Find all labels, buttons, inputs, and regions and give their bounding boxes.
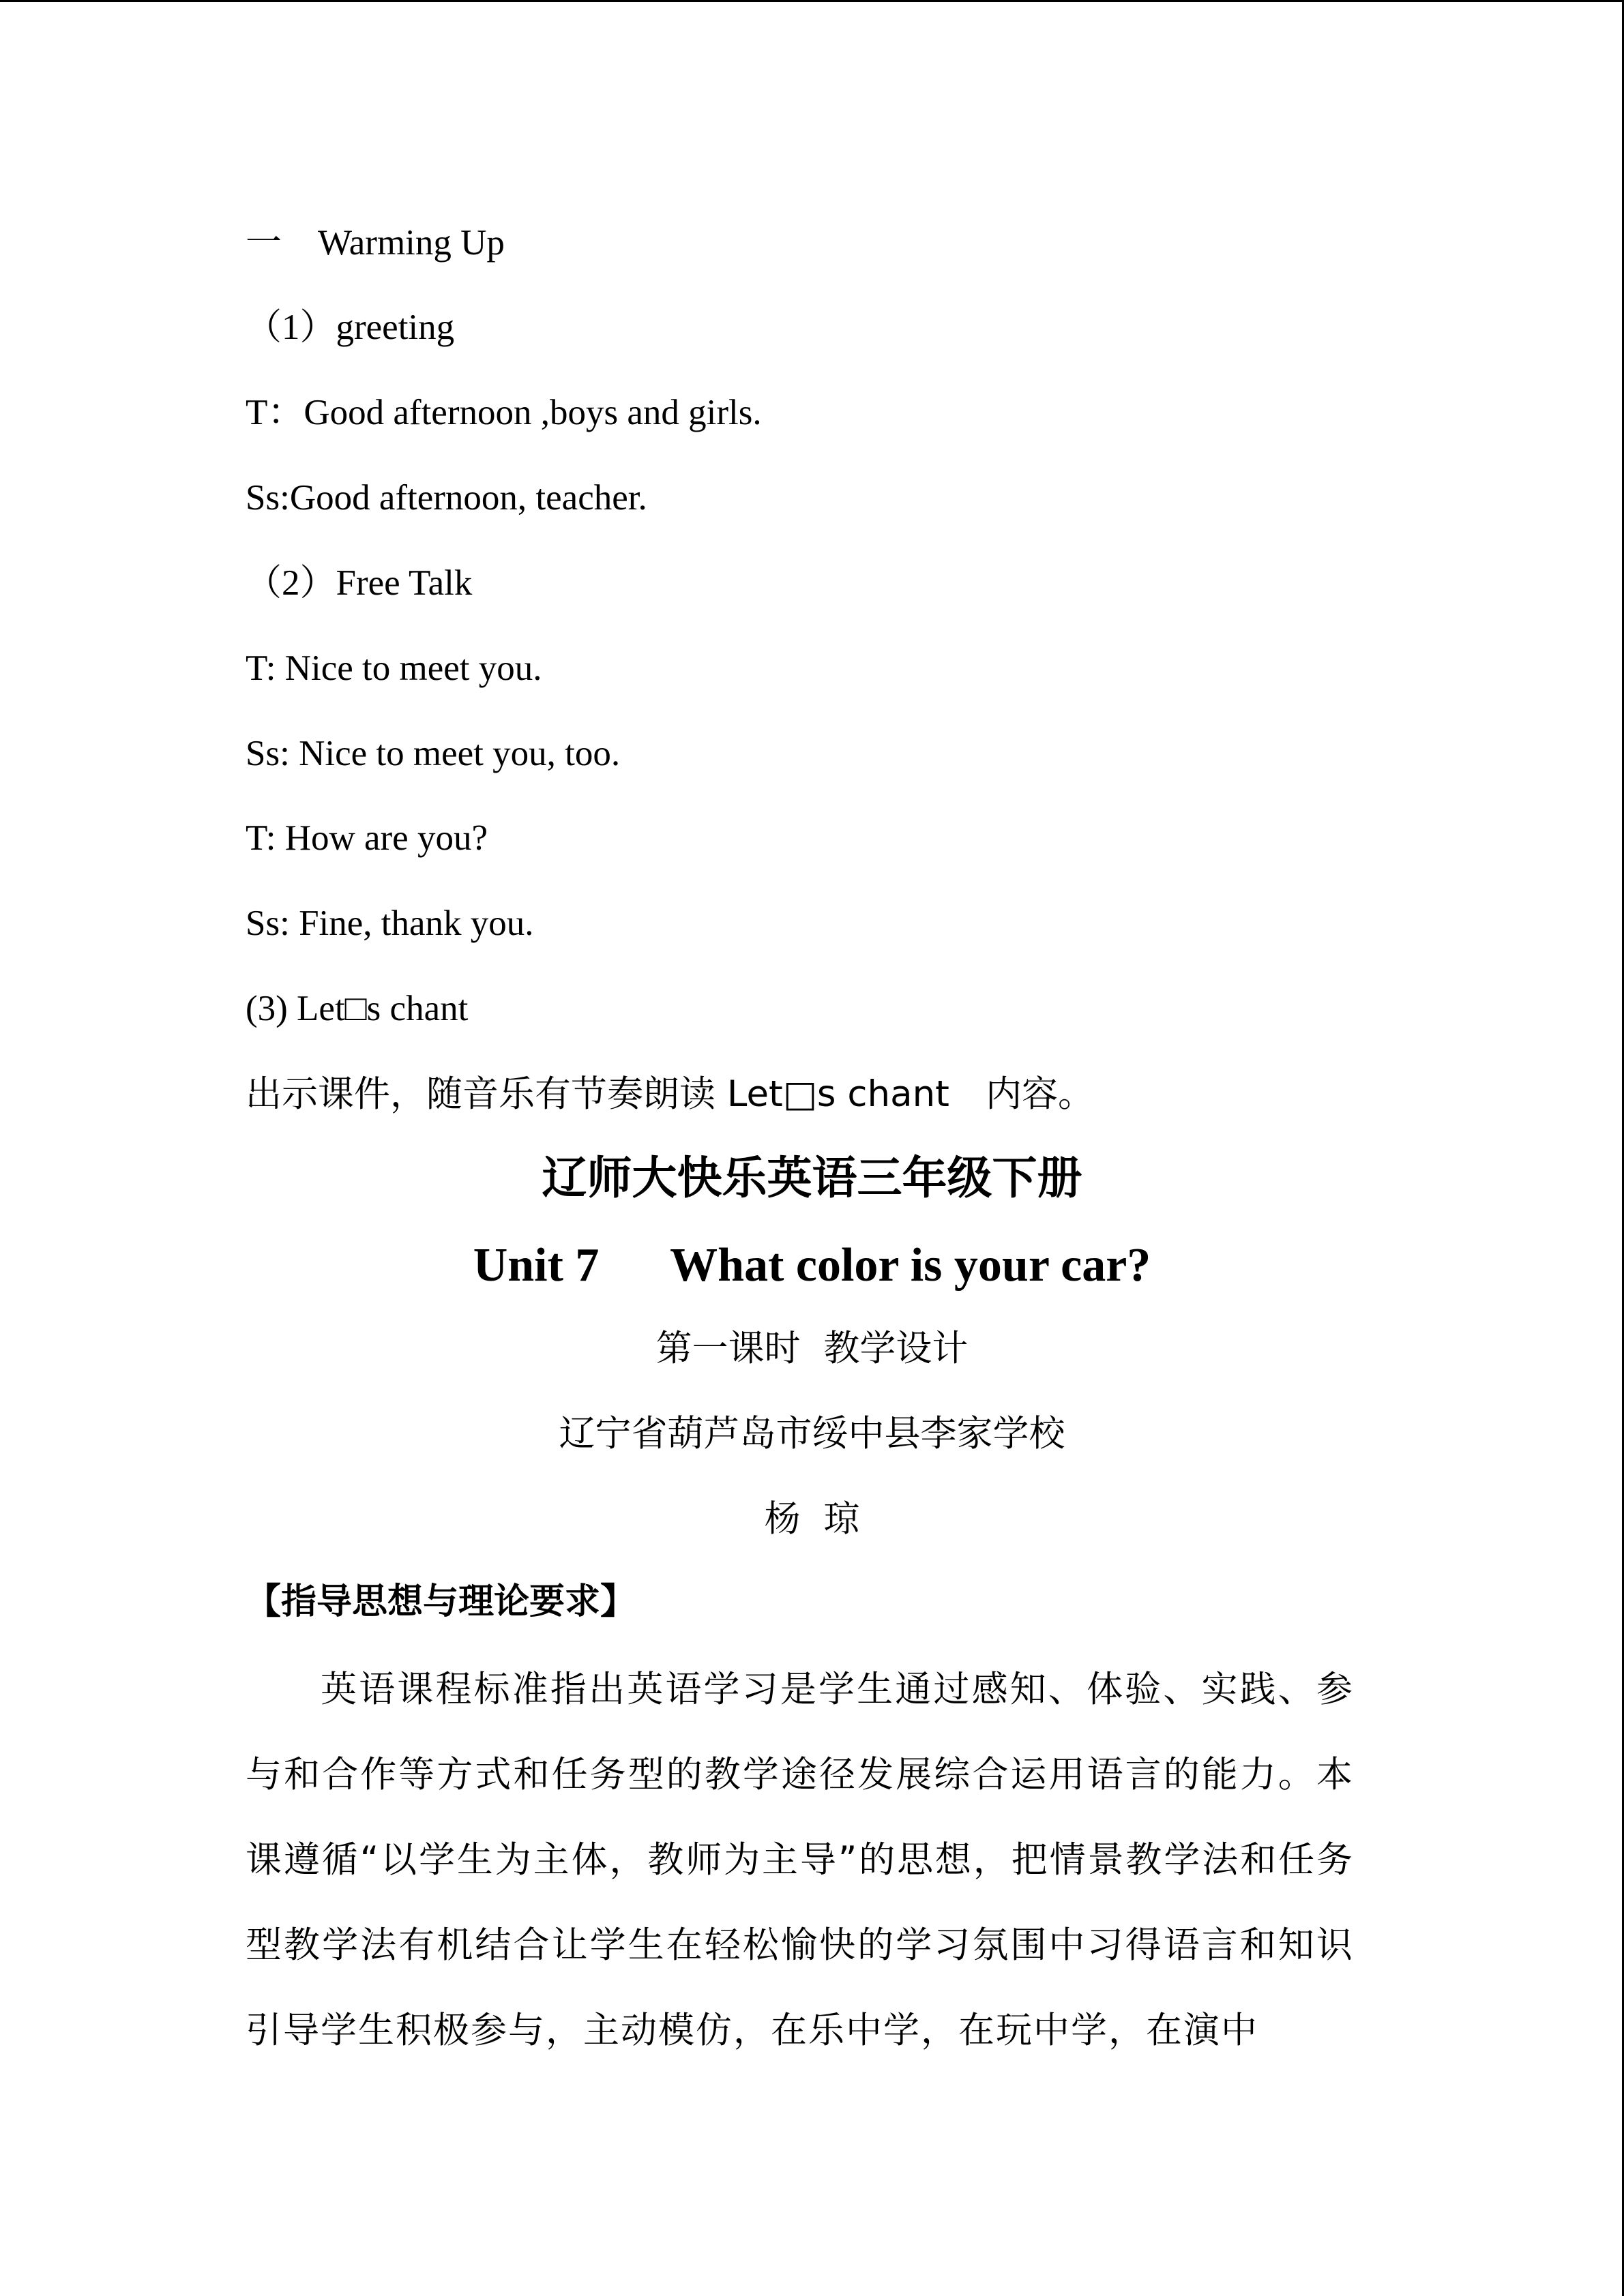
step-greeting: （1）greeting	[246, 308, 455, 347]
dialogue-teacher-meet: T: Nice to meet you.	[246, 648, 542, 688]
unit-title: Unit 7 What color is your car?	[473, 1239, 1151, 1292]
dialogue-students-greeting: Ss:Good afternoon, teacher.	[246, 478, 647, 518]
dialogue-students-fine: Ss: Fine, thank you.	[246, 904, 534, 943]
section-warming-up: 一 Warming Up	[246, 223, 505, 263]
section-heading-guiding: 【指导思想与理论要求】	[246, 1581, 636, 1622]
author-name: 杨 琼	[764, 1498, 860, 1540]
school-name: 辽宁省葫芦岛市绥中县李家学校	[559, 1413, 1065, 1455]
dialogue-students-meet: Ss: Nice to meet you, too.	[246, 734, 621, 773]
lesson-label: 第一课时 教学设计	[655, 1328, 969, 1369]
dialogue-teacher-greeting: T：Good afternoon ,boys and girls.	[246, 393, 762, 432]
book-title: 辽师大快乐英语三年级下册	[542, 1152, 1082, 1204]
chant-instruction: 出示课件，随音乐有节奏朗读 Let□s chant 内容。	[246, 1073, 1094, 1115]
dialogue-teacher-how: T: How are you?	[246, 818, 488, 858]
step-lets-chant: (3) Let□s chant	[246, 989, 469, 1028]
step-free-talk: （2）Free Talk	[246, 563, 473, 603]
guiding-paragraph: 英语课程标准指出英语学习是学生通过感知、体验、实践、参与和合作等方式和任务型的教学途径发展综合运用语言的能力。本课遵循“以学生为主体，教师为主导”的思想，把情景教学法和任务型教学法有机结合让学生在轻松愉快的学习氛围中习得语言和知识引导学生积极参与，主动模仿，在乐中学，在玩中学，在演中	[246, 1669, 1354, 2051]
